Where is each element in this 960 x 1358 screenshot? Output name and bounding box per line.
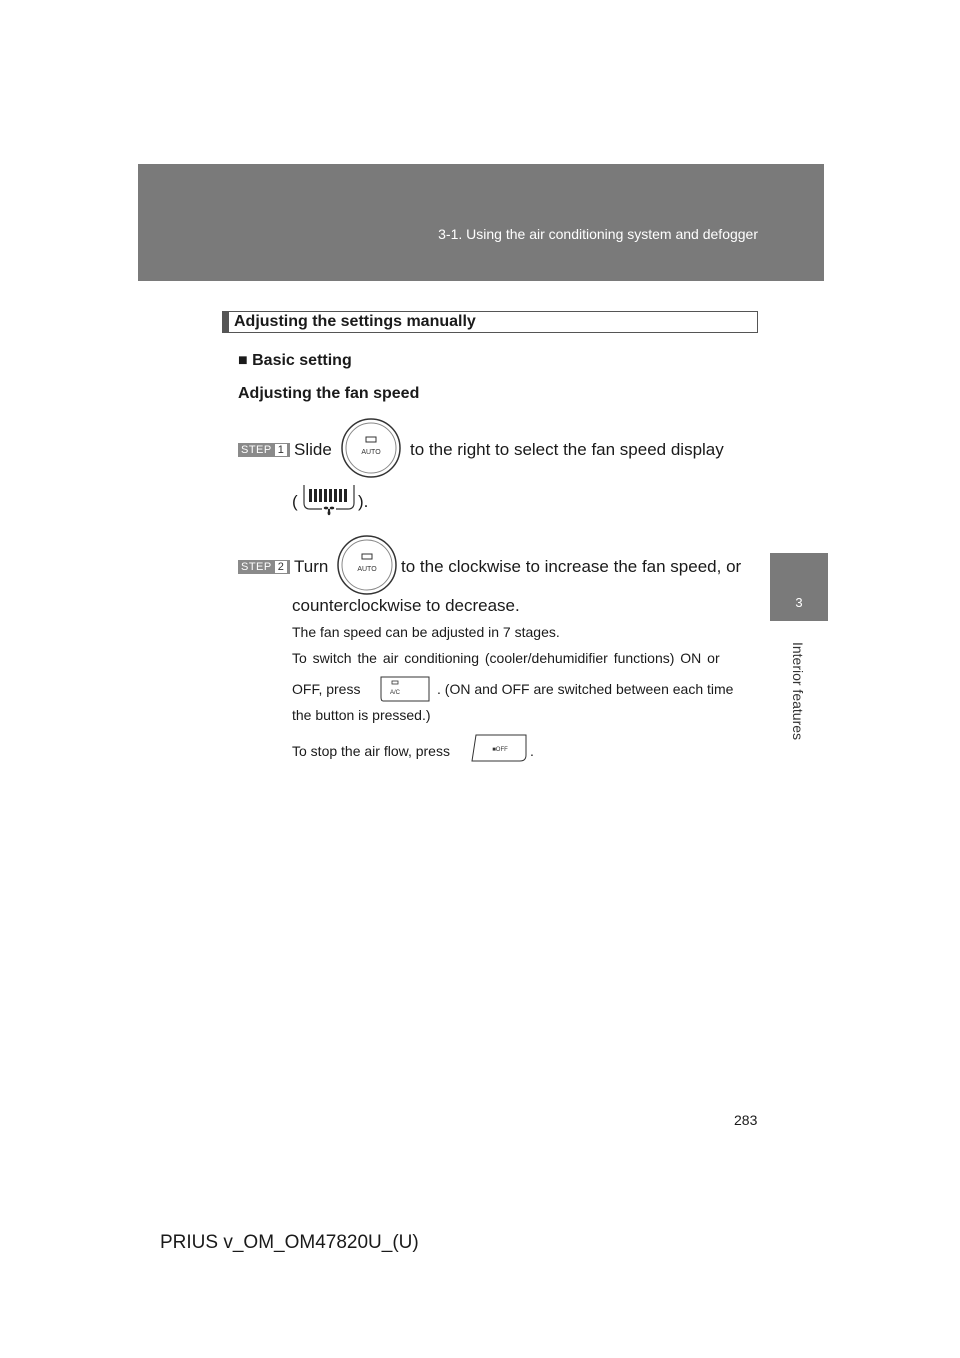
note-ac-line3: the button is pressed.) xyxy=(292,707,431,723)
ac-button-icon xyxy=(379,673,431,703)
ac-button-label: A/C xyxy=(389,690,401,696)
chapter-title: 3-1. Using the air conditioning system and defogger xyxy=(438,226,758,242)
chapter-number: 3 xyxy=(795,595,803,610)
note-ac-line2-after: . (ON and OFF are switched between each time xyxy=(437,681,734,697)
chapter-label-text: Interior features xyxy=(790,641,806,741)
note-stop-airflow-after: . xyxy=(530,743,534,759)
fan-speed-display-icon xyxy=(300,483,358,521)
auto-knob-label: AUTO xyxy=(361,449,381,456)
manual-footer: PRIUS v_OM_OM47820U_(U) xyxy=(160,1232,419,1253)
step-2-text-before: Turn xyxy=(294,557,329,576)
chapter-tab xyxy=(770,553,828,621)
step-2-badge-number: 2 xyxy=(275,561,288,573)
auto-knob-icon xyxy=(340,417,402,479)
auto-knob-icon xyxy=(336,534,398,596)
off-button-icon xyxy=(470,733,528,763)
step-2-text-after: to the clockwise to increase the fan speed, or xyxy=(401,557,742,576)
step-2-line2: counterclockwise to decrease. xyxy=(292,596,520,615)
chapter-label xyxy=(788,636,808,746)
subheading: Adjusting the fan speed xyxy=(238,385,420,402)
step-2-badge-label: STEP xyxy=(241,561,272,573)
note-ac-line1: To switch the air conditioning (cooler/dehumidifier functions) ON or xyxy=(292,650,720,666)
subsection-title xyxy=(238,352,352,370)
section-title: Adjusting the settings manually xyxy=(234,313,476,330)
step-1-badge-number: 1 xyxy=(275,444,288,456)
off-button-label: ■OFF xyxy=(492,747,508,753)
note-ac-line2-before: OFF, press xyxy=(292,681,361,697)
page-header xyxy=(138,164,824,281)
step-1-text-after: to the right to select the fan speed display xyxy=(410,440,724,459)
step-1-badge-label: STEP xyxy=(241,444,272,456)
step-1-badge xyxy=(238,443,290,457)
auto-knob-label: AUTO xyxy=(357,566,377,573)
step-1-paren-open: ( xyxy=(292,492,298,511)
step-1-text-before: Slide xyxy=(294,440,332,459)
page-number: 283 xyxy=(734,1112,758,1128)
note-fan-stages: The fan speed can be adjusted in 7 stages. xyxy=(292,624,560,640)
section-title-marker xyxy=(222,311,229,333)
step-1-paren-close: ). xyxy=(358,492,369,511)
note-stop-airflow-before: To stop the air flow, press xyxy=(292,743,450,759)
bullet-square: ■ xyxy=(238,352,248,369)
subsection-title-text: Basic setting xyxy=(252,352,352,369)
step-2-badge xyxy=(238,560,290,574)
